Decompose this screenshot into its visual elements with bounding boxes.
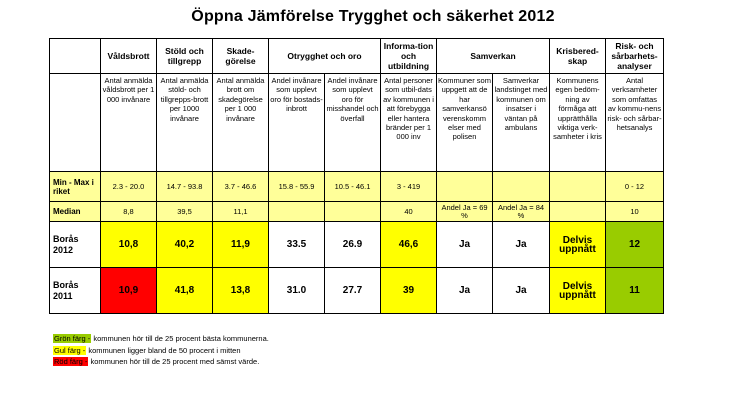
boras-2012-otrygghet-inbrott: 33.5 (269, 222, 325, 268)
median-samverkan-polis: Andel Ja = 69 % (437, 202, 493, 222)
boras-2011-stold: 41,8 (157, 268, 213, 314)
median-label: Median (50, 202, 101, 222)
legend-yellow-swatch: Gul färg - (54, 346, 86, 355)
minmax-row (50, 172, 664, 202)
legend-yellow (53, 346, 241, 355)
boras-2012-stold: 40,2 (157, 222, 213, 268)
minmax-information: 3 - 419 (381, 172, 437, 202)
legend-red-text: kommunen hör till de 25 procent med sämst värde. (88, 357, 260, 366)
header-otrygghet: Otrygghet och oro (269, 39, 381, 74)
minmax-otrygghet-inbrott: 15.8 - 55.9 (269, 172, 325, 202)
boras-2012-otrygghet-misshandel: 26.9 (325, 222, 381, 268)
median-otrygghet-inbrott (269, 202, 325, 222)
desc-stold: Antal anmälda stöld- och tillgrepps-brott per 1000 invånare (157, 74, 213, 172)
header-valdsbrott: Våldsbrott (101, 39, 157, 74)
legend-green (53, 334, 269, 343)
boras-2012-label: Borås 2012 (50, 222, 101, 268)
minmax-skadegorelse: 3.7 - 46.6 (213, 172, 269, 202)
boras-2011-information: 39 (381, 268, 437, 314)
median-samverkan-ambulans: Andel Ja = 84 % (493, 202, 550, 222)
header-skadegorelse: Skade-görelse (213, 39, 269, 74)
boras-2011-krisberedskap: Delvis uppnått (550, 268, 606, 314)
boras-2012-skadegorelse: 11,9 (213, 222, 269, 268)
legend-yellow-text: kommunen ligger bland de 50 procent i mitten (86, 346, 241, 355)
boras-2011-row (50, 268, 664, 314)
minmax-risk: 0 - 12 (606, 172, 664, 202)
median-skadegorelse: 11,1 (213, 202, 269, 222)
corner-cell (50, 39, 101, 74)
median-otrygghet-misshandel (325, 202, 381, 222)
boras-2011-samverkan-polis: Ja (437, 268, 493, 314)
boras-2011-label: Borås 2011 (50, 268, 101, 314)
header-samverkan: Samverkan (437, 39, 550, 74)
header-krisberedskap: Krisbered-skap (550, 39, 606, 74)
median-risk: 10 (606, 202, 664, 222)
median-row (50, 202, 664, 222)
minmax-stold: 14.7 - 93.8 (157, 172, 213, 202)
median-stold: 39,5 (157, 202, 213, 222)
desc-samverkan-ambulans: Samverkar landstinget med kommunen om insatser i väntan på ambulans (493, 74, 550, 172)
header-information: Informa-tion och utbildning (381, 39, 437, 74)
boras-2011-otrygghet-inbrott: 31.0 (269, 268, 325, 314)
legend-green-swatch: Grön färg - (54, 334, 91, 343)
minmax-samverkan-polis (437, 172, 493, 202)
desc-information: Antal personer som utbil-dats av kommunen i att förebygga eller hantera bränder per 1 000 inv (381, 74, 437, 172)
page-title: Öppna Jämförelse Trygghet och säkerhet 2012 (191, 8, 555, 25)
minmax-krisberedskap (550, 172, 606, 202)
boras-2012-valdsbrott: 10,8 (101, 222, 157, 268)
boras-2011-skadegorelse: 13,8 (213, 268, 269, 314)
boras-2012-samverkan-ambulans: Ja (493, 222, 550, 268)
boras-2011-otrygghet-misshandel: 27.7 (325, 268, 381, 314)
desc-otrygghet-inbrott: Andel invånare som upplevt oro för bostads-inbrott (269, 74, 325, 172)
comparison-table (49, 38, 664, 314)
description-row (50, 74, 664, 172)
boras-2012-risk: 12 (606, 222, 664, 268)
minmax-samverkan-ambulans (493, 172, 550, 202)
boras-2012-krisberedskap: Delvis uppnått (550, 222, 606, 268)
minmax-valdsbrott: 2.3 - 20.0 (101, 172, 157, 202)
median-krisberedskap (550, 202, 606, 222)
desc-otrygghet-misshandel: Andel invånare som upplevt oro för misshandel och överfall (325, 74, 381, 172)
minmax-label: Min - Max i riket (50, 172, 101, 202)
median-valdsbrott: 8,8 (101, 202, 157, 222)
legend-green-text: kommunen hör till de 25 procent bästa kommunerna. (91, 334, 269, 343)
legend-red-swatch: Röd färg - (54, 357, 88, 366)
header-risk: Risk- och sårbarhets-analyser (606, 39, 664, 74)
desc-empty (50, 74, 101, 172)
minmax-otrygghet-misshandel: 10.5 - 46.1 (325, 172, 381, 202)
desc-skadegorelse: Antal anmälda brott om skadegörelse per 1 000 invånare (213, 74, 269, 172)
desc-krisberedskap: Kommunens egen bedöm-ning av förmåga att upprätthålla viktiga verk-samheter i kris (550, 74, 606, 172)
boras-2011-valdsbrott: 10,9 (101, 268, 157, 314)
boras-2011-risk: 11 (606, 268, 664, 314)
boras-2012-information: 46,6 (381, 222, 437, 268)
header-stold: Stöld och tillgrepp (157, 39, 213, 74)
desc-samverkan-polis: Kommuner som uppgett att de har samverkansö verenskomm elser med polisen (437, 74, 493, 172)
header-row (50, 39, 664, 74)
boras-2012-row (50, 222, 664, 268)
boras-2011-samverkan-ambulans: Ja (493, 268, 550, 314)
boras-2012-samverkan-polis: Ja (437, 222, 493, 268)
median-information: 40 (381, 202, 437, 222)
desc-risk: Antal verksamheter som omfattas av kommu-nens risk- och sårbar-hetsanalys (606, 74, 664, 172)
desc-valdsbrott: Antal anmälda våldsbrott per 1 000 invånare (101, 74, 157, 172)
legend-red (53, 357, 259, 366)
